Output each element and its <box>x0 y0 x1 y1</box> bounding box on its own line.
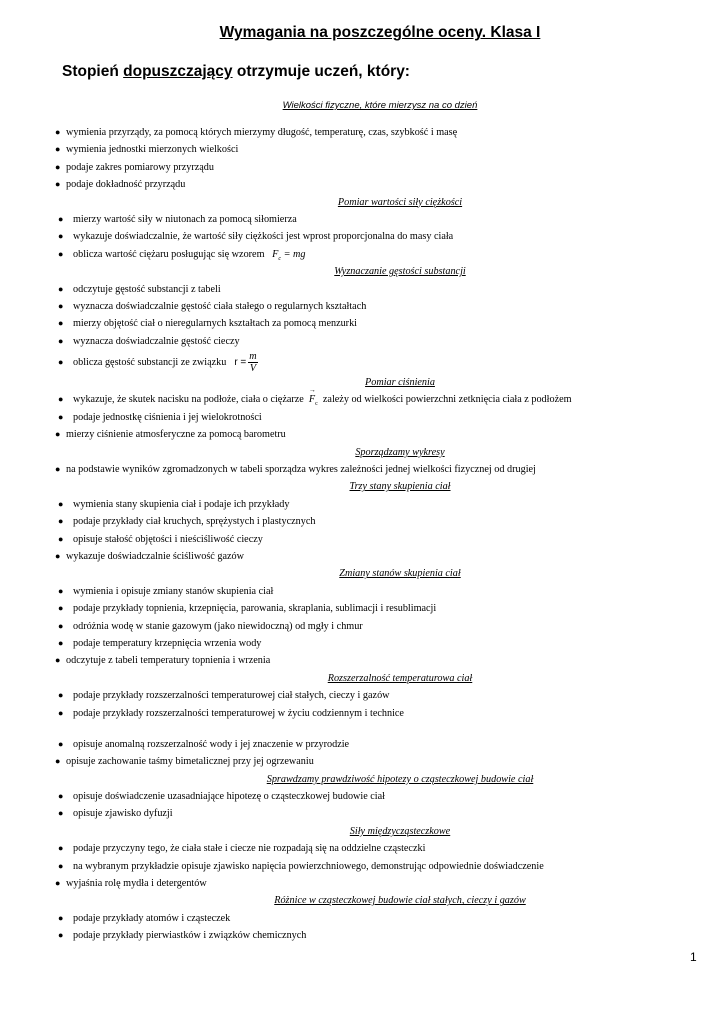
page-title: Wymagania na poszczególne oceny. Klasa I <box>219 24 541 41</box>
bullet-icon: ● <box>58 637 64 648</box>
list-item: ● wymienia przyrządy, za pomocą których mierzymy długość, temperaturę, czas, szybkość i masę <box>55 124 685 141</box>
requirements-list <box>55 124 685 945</box>
bullet-icon: ● <box>55 144 61 155</box>
bullet-icon: ● <box>55 161 61 172</box>
spacer <box>55 722 685 736</box>
bullet-icon: ● <box>55 464 61 475</box>
list-item: ● podaje dokładność przyrządu <box>55 176 685 193</box>
section-heading: Sprawdzamy prawdziwość hipotezy o cząsteczkowej budowie ciał <box>266 773 534 785</box>
grade-name: dopuszczający <box>123 63 233 80</box>
list-item: ● podaje jednostkę ciśnienia i jej wielokrotności <box>55 409 685 426</box>
list-item: ● opisuje zjawisko dyfuzji <box>55 805 685 822</box>
bullet-icon: ● <box>58 300 64 311</box>
list-item: ● mierzy wartość siły w niutonach za pomocą siłomierza <box>55 211 685 228</box>
section-heading: Pomiar wartości siły ciężkości <box>337 196 463 208</box>
bullet-icon: ● <box>58 912 64 923</box>
list-item: ● podaje przykłady topnienia, krzepnięcia, parowania, skraplania, sublimacji i resublimacji <box>55 600 685 617</box>
section-heading: Siły międzycząsteczkowe <box>349 825 451 837</box>
list-item: ● oblicza wartość ciężaru posługując się wzorem $F_c$ = mg <box>55 246 685 263</box>
grade-lead <box>62 63 410 81</box>
bullet-icon: ● <box>58 335 64 346</box>
bullet-icon: ● <box>58 231 64 242</box>
bullet-icon: ● <box>58 411 64 422</box>
bullet-icon: ● <box>58 213 64 224</box>
list-item: ● podaje przykłady atomów i cząsteczek <box>55 910 685 927</box>
bullet-icon: ● <box>58 498 64 509</box>
bullet-icon: ● <box>58 791 64 802</box>
section-heading: Trzy stany skupienia ciał <box>349 481 451 493</box>
list-item: ● wyznacza doświadczalnie gęstość cieczy <box>55 333 685 350</box>
density-fraction: $\frac{m}{V}$ <box>249 351 257 375</box>
bullet-icon: ● <box>58 620 64 631</box>
list-item: ● podaje przykłady ciał kruchych, sprężystych i plastycznych <box>55 513 685 530</box>
bullet-icon: ● <box>58 283 64 294</box>
lead-prefix: Stopień <box>62 63 124 80</box>
bullet-icon: ● <box>58 930 64 941</box>
bullet-icon: ● <box>58 533 64 544</box>
list-item: ● wymienia stany skupienia ciał i podaje ich przykłady <box>55 496 685 513</box>
list-item: ● wykazuje, że skutek nacisku na podłoże, ciała o ciężarze → $F_c$ zależy od wielkości powierzchni zetknięcia ciała z podłożem <box>55 391 685 408</box>
list-item: ● wykazuje doświadczalnie ściśliwość gazów <box>55 548 685 565</box>
bullet-icon: ● <box>58 707 64 718</box>
list-item: ● wymienia jednostki mierzonych wielkości <box>55 141 685 158</box>
list-item: ● opisuje zachowanie taśmy bimetalicznej przy jej ogrzewaniu <box>55 753 685 770</box>
section-heading: Rozszerzalność temperaturowa ciał <box>327 672 473 684</box>
lead-suffix: otrzymuje uczeń, który: <box>232 63 410 80</box>
list-item: ● podaje przykłady pierwiastków i związków chemicznych <box>55 927 685 944</box>
list-item: ● podaje przyczyny tego, że ciała stałe i ciecze nie rozpadają się na oddzielne cząsteczki <box>55 840 685 857</box>
section-heading: Różnice w cząsteczkowej budowie ciał stałych, cieczy i gazów <box>274 895 526 907</box>
list-item: ● odczytuje z tabeli temperatury topnienia i wrzenia <box>55 652 685 669</box>
force-symbol: → F <box>309 391 315 408</box>
bullet-icon: ● <box>58 248 64 259</box>
list-item: ● wyznacza doświadczalnie gęstość ciała stałego o regularnych kształtach <box>55 298 685 315</box>
bullet-icon: ● <box>55 127 61 137</box>
list-item: ● na podstawie wyników zgromadzonych w tabeli sporządza wykres zależności jednej wielkości fizycznej od drugiej <box>55 461 685 478</box>
bullet-icon: ● <box>58 516 64 527</box>
bullet-icon: ● <box>58 808 64 819</box>
list-item: ● odróżnia wodę w stanie gazowym (jako niewidoczną) od mgły i chmur <box>55 618 685 635</box>
bullet-icon: ● <box>58 357 64 368</box>
bullet-icon: ● <box>55 179 61 190</box>
bullet-icon: ● <box>58 603 64 614</box>
bullet-icon: ● <box>58 843 64 854</box>
list-item: ● opisuje stałość objętości i nieściśliwość cieczy <box>55 531 685 548</box>
list-item: ● na wybranym przykładzie opisuje zjawisko napięcia powierzchniowego, demonstrując odpowiednie doświadczenie <box>55 858 685 875</box>
list-item: ● opisuje doświadczenie uzasadniające hipotezę o cząsteczkowej budowie ciał <box>55 788 685 805</box>
list-item: ● podaje przykłady rozszerzalności temperaturowej w życiu codziennym i technice <box>55 705 685 722</box>
bullet-icon: ● <box>58 690 64 701</box>
list-item: ● wyjaśnia rolę mydła i detergentów <box>55 875 685 892</box>
list-item: ● oblicza gęstość substancji ze związku r = $\frac{m}{V}$ <box>58 351 257 375</box>
list-item: ● wymienia i opisuje zmiany stanów skupienia ciał <box>55 583 685 600</box>
list-item: ● mierzy objętość ciał o nieregularnych kształtach za pomocą menzurki <box>55 315 685 332</box>
section-heading: Zmiany stanów skupienia ciał <box>339 568 461 580</box>
bullet-icon: ● <box>55 655 61 666</box>
bullet-icon: ● <box>58 860 64 871</box>
section-heading: Sporządzamy wykresy <box>355 446 445 458</box>
bullet-icon: ● <box>55 429 61 440</box>
list-item: ● odczytuje gęstość substancji z tabeli <box>55 281 685 298</box>
bullet-icon: ● <box>55 878 61 889</box>
section-heading: Wyznaczanie gęstości substancji <box>334 266 466 278</box>
list-item: ● podaje przykłady rozszerzalności temperaturowej ciał stałych, cieczy i gazów <box>55 687 685 704</box>
list-item: ● mierzy ciśnienie atmosferyczne za pomocą barometru <box>55 426 685 443</box>
weight-formula: $F_c$ = mg <box>272 248 306 262</box>
list-item: ● podaje temperatury krzepnięcia wrzenia wody <box>55 635 685 652</box>
bullet-icon: ● <box>58 318 64 329</box>
list-item: ● wykazuje doświadczalnie, że wartość siły ciężkości jest wprost proporcjonalna do masy ciała <box>55 228 685 245</box>
bullet-icon: ● <box>55 756 61 767</box>
bullet-icon: ● <box>58 394 64 405</box>
bullet-icon: ● <box>55 550 61 561</box>
section-heading-intro: Wielkości fizyczne, które mierzysz na co dzień <box>282 100 478 111</box>
bullet-icon: ● <box>58 585 64 596</box>
density-formula-lhs: r = <box>234 357 247 369</box>
list-item: ● opisuje anomalną rozszerzalność wody i jej znaczenie w przyrodzie <box>55 736 685 753</box>
list-item: ● podaje zakres pomiarowy przyrządu <box>55 159 685 176</box>
page-number: 1 <box>690 950 697 964</box>
section-heading: Pomiar ciśnienia <box>365 377 435 389</box>
bullet-icon: ● <box>58 738 64 749</box>
